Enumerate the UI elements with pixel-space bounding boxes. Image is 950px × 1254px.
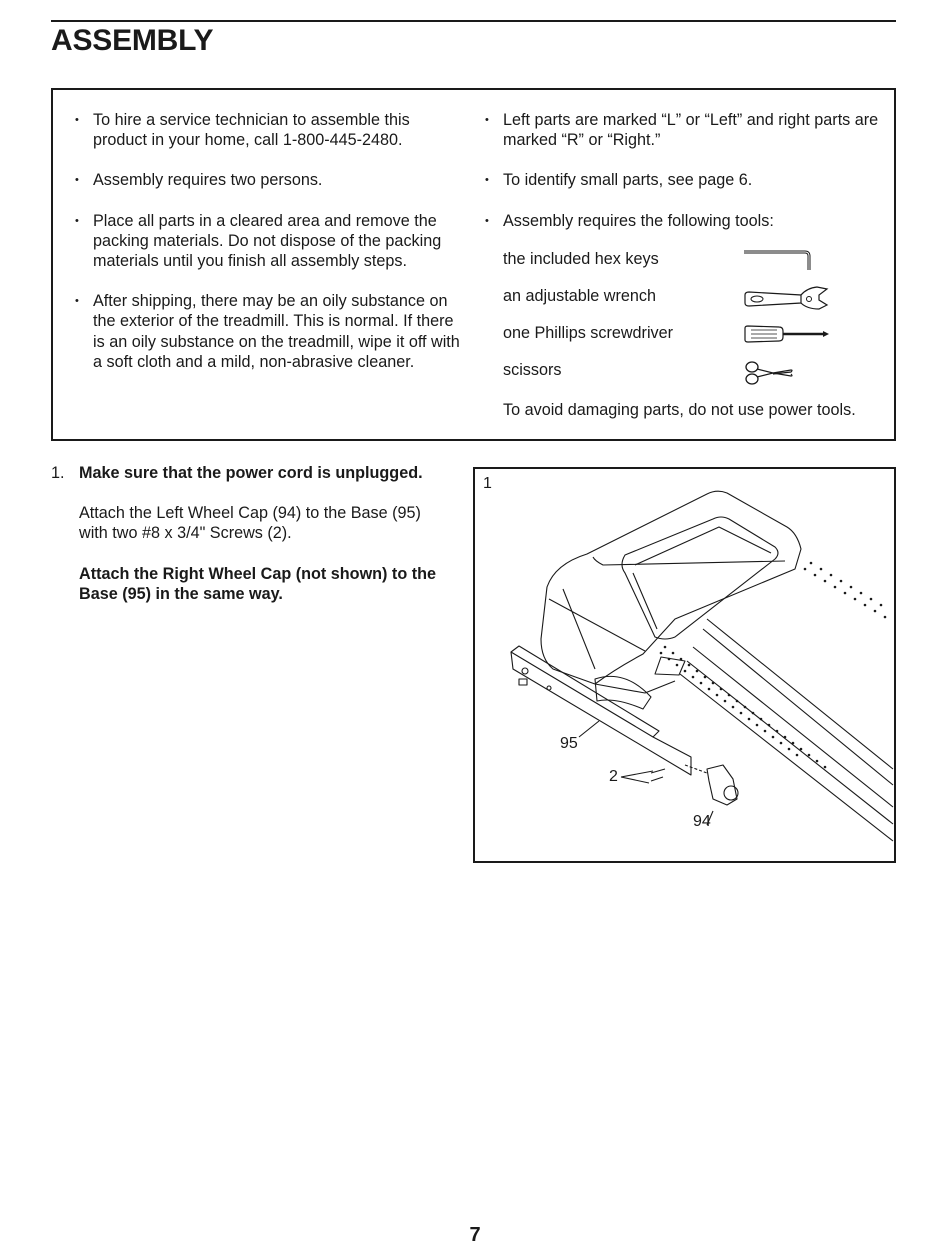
bullet-dot: • xyxy=(485,114,489,126)
bullet-text: Left parts are marked “L” or “Left” and right parts are marked “R” or “Right.” xyxy=(503,111,879,150)
callout-94: 94 xyxy=(693,813,711,830)
tool-row xyxy=(485,323,885,360)
bullet-item xyxy=(75,110,465,150)
page-title: ASSEMBLY xyxy=(51,24,214,57)
tools-note: To avoid damaging parts, do not use power tools. xyxy=(503,400,856,419)
tool-label: scissors xyxy=(503,360,562,379)
step-1 xyxy=(51,463,451,624)
bullet-dot: • xyxy=(485,174,489,187)
tool-label: the included hex keys xyxy=(503,249,659,268)
step-instruction: Attach the Left Wheel Cap (94) to the Base (95) with two #8 x 3/4" Screws (2). xyxy=(79,504,421,543)
figure-number: 1 xyxy=(483,475,492,492)
info-box xyxy=(51,88,896,441)
bullet-item xyxy=(485,170,885,190)
adjustable-wrench-icon xyxy=(743,286,833,312)
info-right-column xyxy=(485,110,885,420)
bullet-item xyxy=(485,211,885,231)
bullet-item xyxy=(75,170,465,190)
info-left-column xyxy=(75,110,465,392)
phillips-screwdriver-icon xyxy=(743,323,833,345)
bullet-dot: • xyxy=(75,174,79,187)
bullet-text: To hire a service technician to assemble this product in your home, call 1-800-445-2480. xyxy=(93,111,410,150)
tool-row xyxy=(485,286,885,323)
tool-row xyxy=(485,249,885,286)
bullet-item xyxy=(485,110,885,150)
bullet-dot: • xyxy=(75,114,79,126)
bullet-text: To identify small parts, see page 6. xyxy=(503,171,753,190)
step-body xyxy=(51,463,451,604)
callout-95: 95 xyxy=(560,735,578,752)
scissors-icon xyxy=(743,360,823,386)
hex-key-icon xyxy=(743,249,813,273)
bullet-item xyxy=(75,211,465,272)
top-rule xyxy=(51,20,896,22)
bullet-text: Assembly requires the following tools: xyxy=(503,211,774,230)
tool-label: one Phillips screwdriver xyxy=(503,323,674,342)
tool-label: an adjustable wrench xyxy=(503,286,656,305)
step-note: Attach the Right Wheel Cap (not shown) to the Base (95) in the same way. xyxy=(79,564,436,603)
bullet-text: Assembly requires two persons. xyxy=(93,171,323,190)
page-number: 7 xyxy=(469,1224,481,1246)
bullet-item xyxy=(75,291,465,372)
bullet-dot: • xyxy=(75,214,79,227)
callout-2: 2 xyxy=(609,768,618,785)
step-warning: Make sure that the power cord is unplugged. xyxy=(79,464,423,482)
bullet-dot: • xyxy=(75,295,79,308)
treadmill-illustration xyxy=(475,469,894,861)
bullet-text: After shipping, there may be an oily substance on the exterior of the treadmill. This is normal. If there is an oily substance on the treadmill, wipe it off with a soft cloth and a mild, non-abrasive cleaner. xyxy=(93,292,460,371)
bullet-dot: • xyxy=(485,214,489,227)
bullet-text: Place all parts in a cleared area and remove the packing materials. Do not dispose of the packing materials until you finish all assembly steps. xyxy=(93,211,442,271)
tool-row xyxy=(485,360,885,397)
step-number: 1. xyxy=(51,464,65,482)
figure-1 xyxy=(473,467,896,863)
